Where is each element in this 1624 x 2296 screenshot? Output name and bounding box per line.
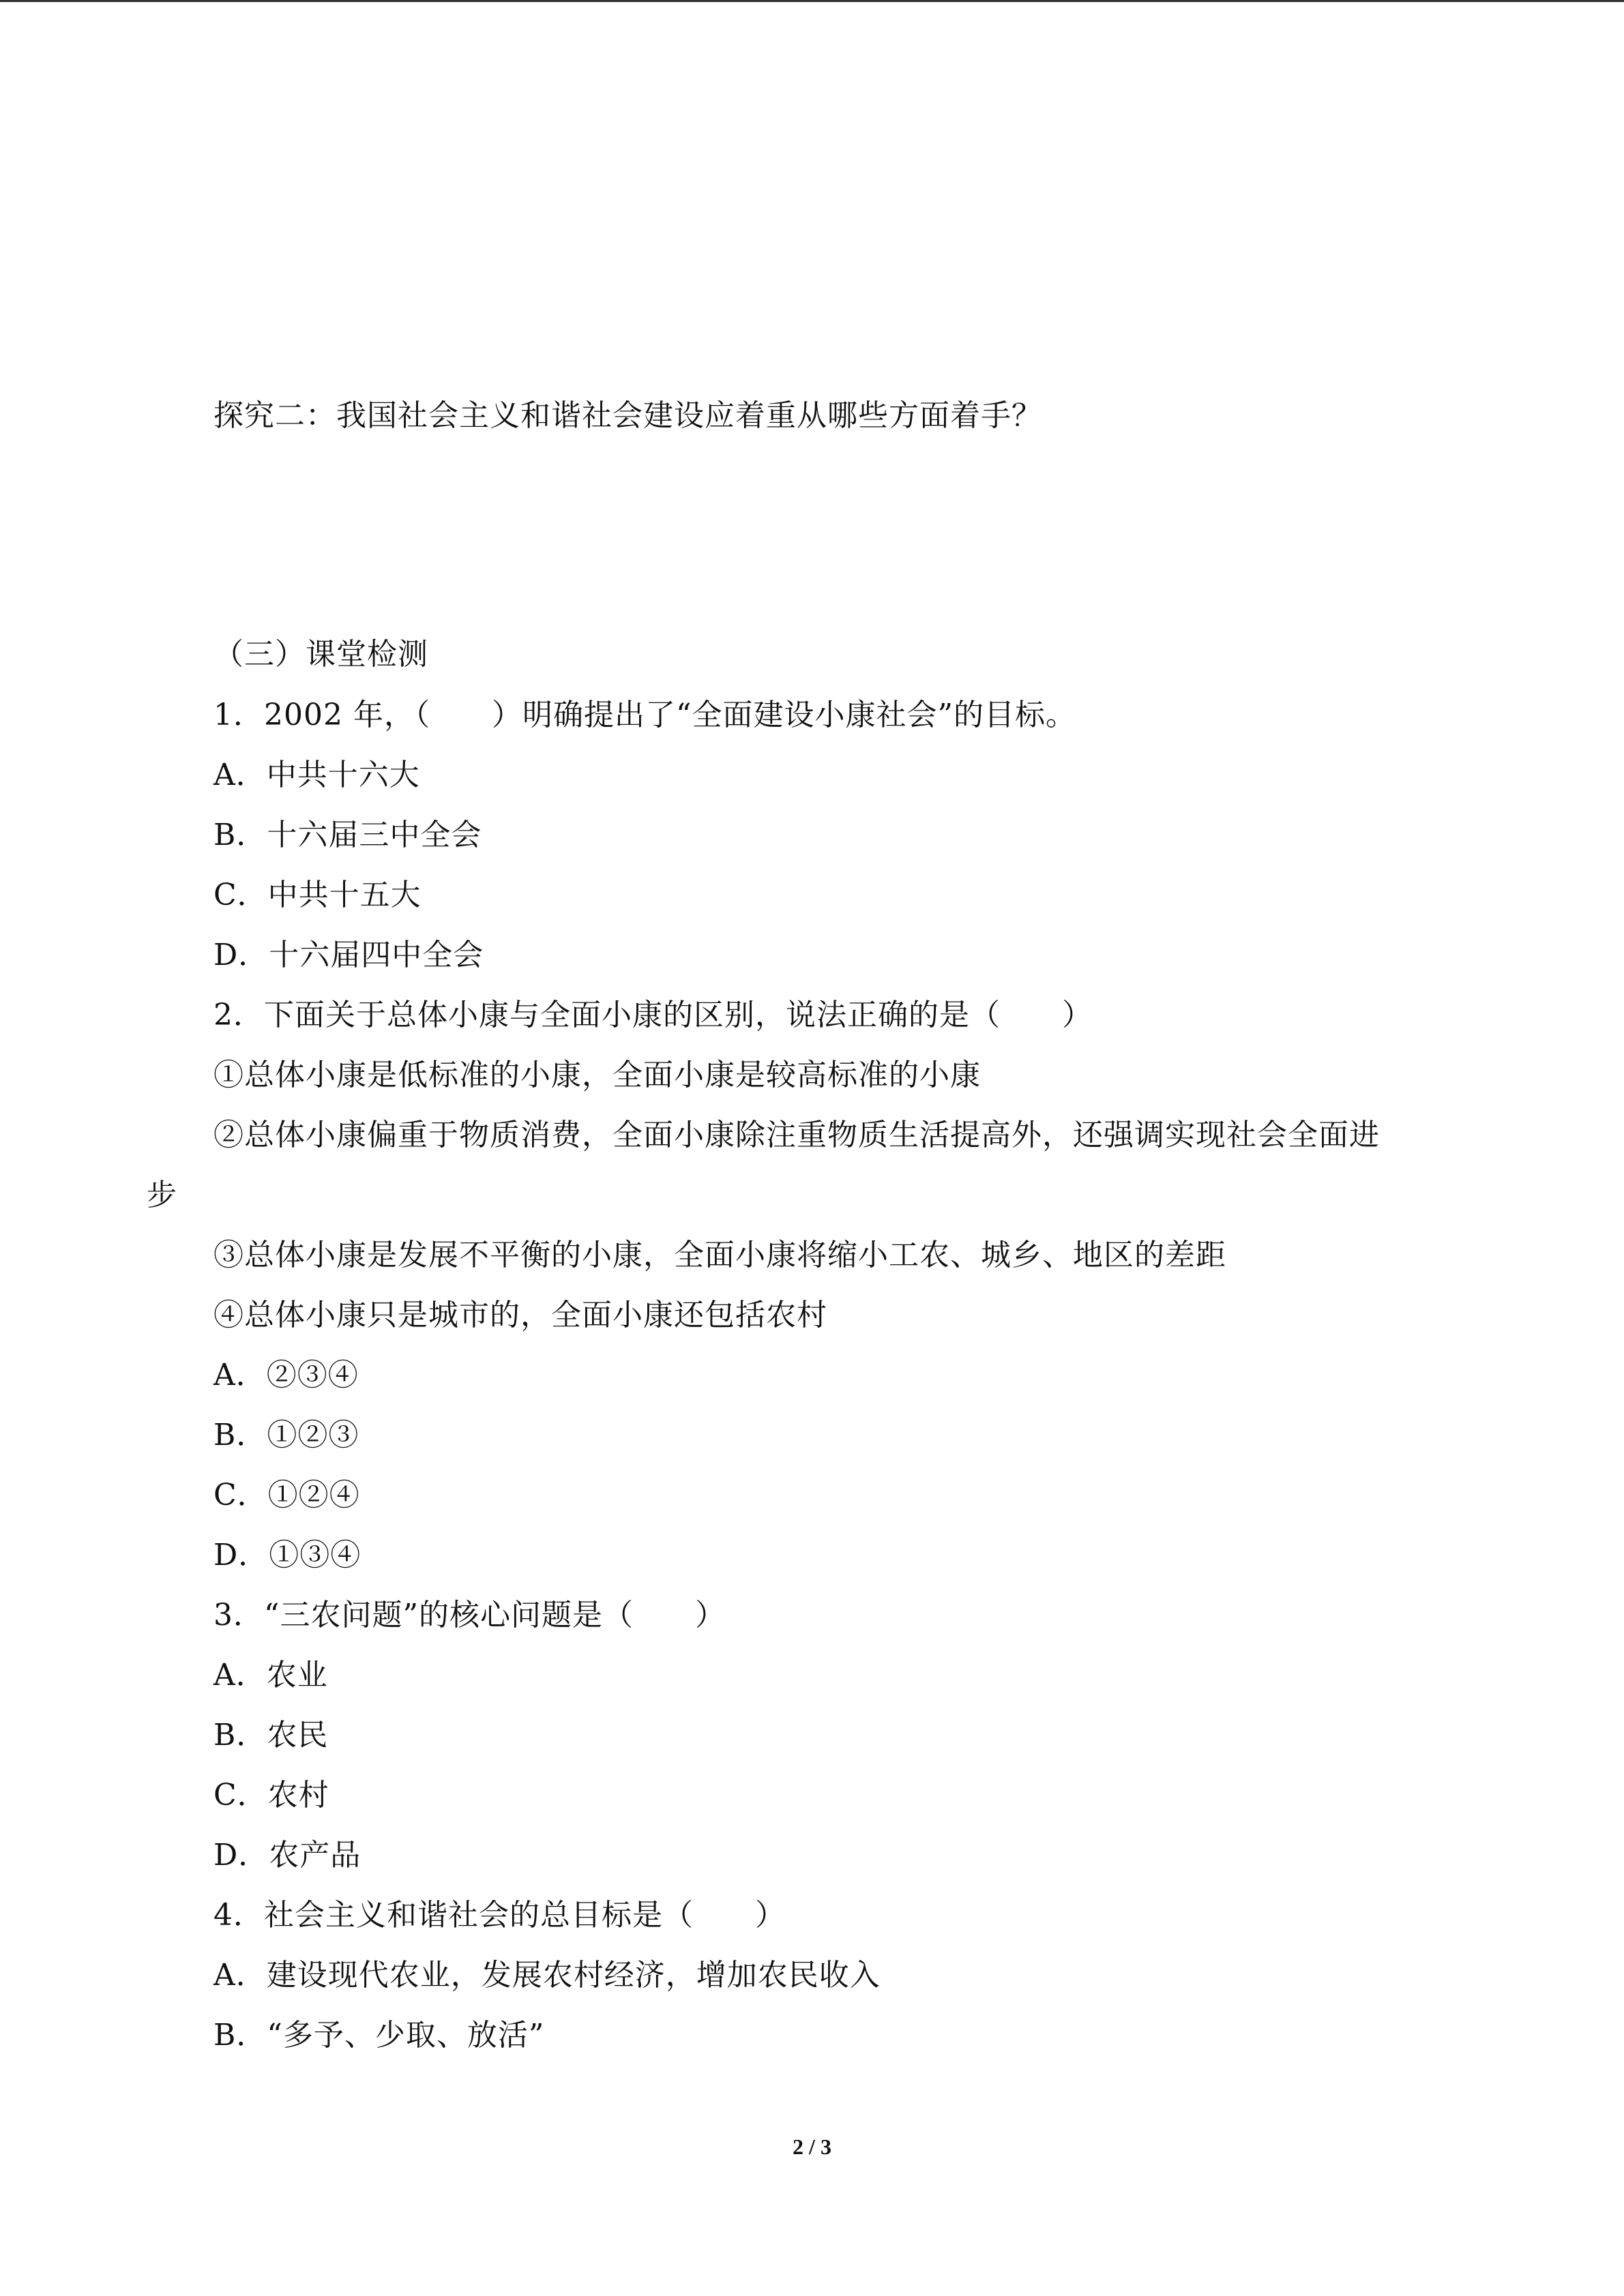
question-3-stem: 3．“三农问题”的核心问题是（ ） [213,1598,726,1632]
page-top-border [0,0,1624,2]
page-number: 2 / 3 [793,2134,831,2159]
question-2-statement-1: ①总体小康是低标准的小康，全面小康是较高标准的小康 [213,1058,981,1092]
question-1-option-a: A．中共十六大 [213,758,420,792]
question-3-option-d: D．农产品 [213,1838,361,1873]
question-2-statement-4: ④总体小康只是城市的，全面小康还包括农村 [213,1298,827,1332]
question-2-statement-2-continuation: 步 [147,1178,177,1212]
question-2-option-c: C．①②④ [213,1478,360,1512]
question-2-statement-2: ②总体小康偏重于物质消费，全面小康除注重物质生活提高外，还强调实现社会全面进 [213,1118,1380,1152]
question-4-option-a: A．建设现代农业，发展农村经济，增加农民收入 [213,1958,881,1993]
question-2-option-d: D．①③④ [213,1538,361,1572]
question-3-option-b: B．农民 [213,1718,329,1753]
question-1-option-b: B．十六届三中全会 [213,818,482,852]
question-3-option-c: C．农村 [213,1778,329,1813]
question-2-stem: 2．下面关于总体小康与全面小康的区别，说法正确的是（ ） [213,998,1093,1032]
question-1-option-d: D．十六届四中全会 [213,938,484,972]
question-4-option-b: B．“多予、少取、放活” [213,2018,545,2053]
question-2-option-a: A．②③④ [213,1358,359,1392]
question-1-option-c: C．中共十五大 [213,878,422,912]
question-1-stem: 1．2002 年，（ ）明确提出了“全面建设小康社会”的目标。 [213,698,1076,732]
question-2-option-b: B．①②③ [213,1418,359,1452]
exploration-two-prompt: 探究二：我国社会主义和谐社会建设应着重从哪些方面着手？ [213,398,1042,433]
question-3-option-a: A．农业 [213,1658,328,1693]
section-heading-classroom-test: （三）课堂检测 [213,637,428,672]
question-2-statement-3: ③总体小康是发展不平衡的小康，全面小康将缩小工农、城乡、地区的差距 [213,1238,1226,1272]
question-4-stem: 4．社会主义和谐社会的总目标是（ ） [213,1898,786,1933]
